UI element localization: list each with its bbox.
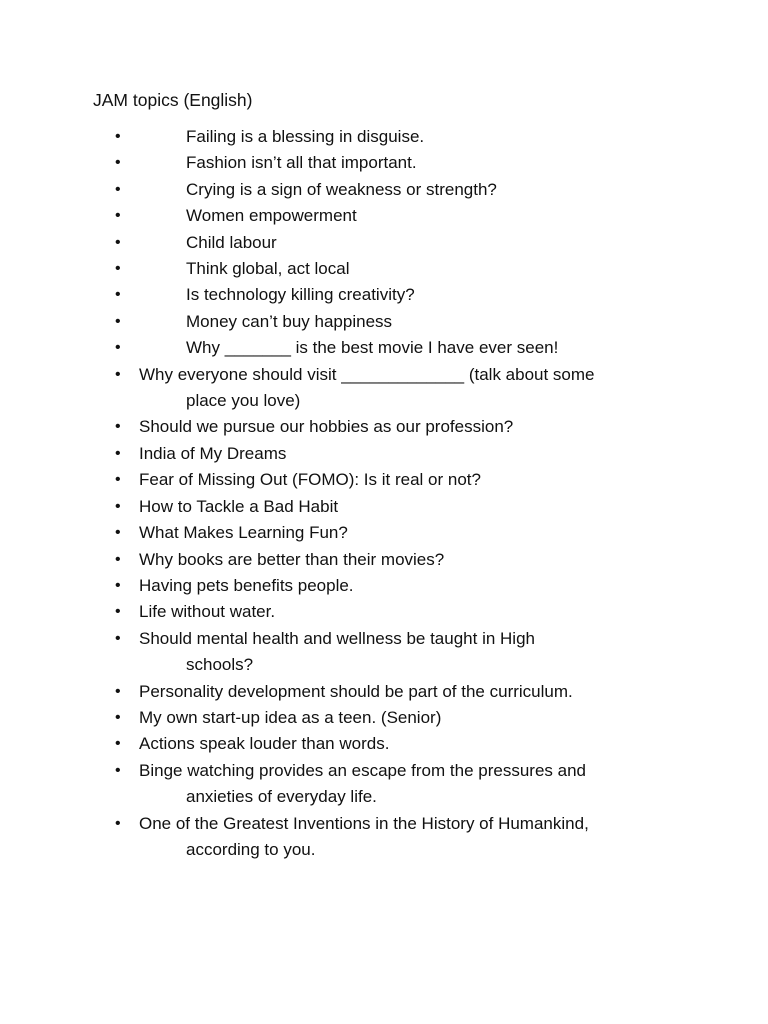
bullet-icon: • <box>115 524 121 542</box>
topic-text: Child labour <box>186 232 277 252</box>
list-item <box>0 573 768 599</box>
bullet-icon: • <box>115 603 121 621</box>
bullet-icon: • <box>115 550 121 568</box>
topic-text: Having pets benefits people. <box>139 575 354 595</box>
topic-list <box>0 124 768 863</box>
list-item <box>0 467 768 493</box>
bullet-icon: • <box>115 444 121 462</box>
topic-text-continuation: place you love) <box>186 391 301 411</box>
list-item <box>0 679 768 705</box>
bullet-icon: • <box>115 418 121 436</box>
bullet-icon: • <box>115 814 121 832</box>
list-item <box>0 705 768 731</box>
topic-text: Personality development should be part of the curriculum. <box>139 681 573 701</box>
list-item <box>0 599 768 625</box>
document-title: JAM topics (English) <box>93 90 253 110</box>
topic-text: Is technology killing creativity? <box>186 285 415 305</box>
list-item <box>0 362 768 415</box>
topic-text: Why books are better than their movies? <box>139 549 445 569</box>
bullet-icon: • <box>115 629 121 647</box>
list-item <box>0 626 768 679</box>
list-item <box>0 811 768 864</box>
list-item <box>0 414 768 440</box>
topic-text: Women empowerment <box>186 206 357 226</box>
topic-text: Think global, act local <box>186 259 350 279</box>
bullet-icon: • <box>115 471 121 489</box>
topic-text-continuation: anxieties of everyday life. <box>186 787 377 807</box>
topic-text: Why _______ is the best movie I have ever seen! <box>186 338 559 358</box>
list-item <box>0 150 768 176</box>
bullet-icon: • <box>115 312 121 330</box>
bullet-icon: • <box>115 761 121 779</box>
topic-text-continuation: according to you. <box>186 839 316 859</box>
topic-text: What Makes Learning Fun? <box>139 523 348 543</box>
topic-text-continuation: schools? <box>186 655 254 675</box>
list-item <box>0 309 768 335</box>
list-item <box>0 758 768 811</box>
list-item <box>0 256 768 282</box>
topic-text: Crying is a sign of weakness or strength? <box>186 179 497 199</box>
bullet-icon: • <box>115 260 121 278</box>
topic-text: Should we pursue our hobbies as our profession? <box>139 417 514 437</box>
topic-text: Life without water. <box>139 602 276 622</box>
list-item <box>0 177 768 203</box>
topic-text: My own start-up idea as a teen. (Senior) <box>139 707 442 727</box>
topic-text: Failing is a blessing in disguise. <box>186 127 425 146</box>
bullet-icon: • <box>115 128 121 145</box>
list-item <box>0 230 768 256</box>
list-item <box>0 124 768 150</box>
bullet-icon: • <box>115 497 121 515</box>
topic-text: Money can’t buy happiness <box>186 311 393 331</box>
topic-text: Binge watching provides an escape from the pressures and <box>139 760 586 780</box>
list-item <box>0 282 768 308</box>
bullet-icon: • <box>115 735 121 753</box>
list-item <box>0 203 768 229</box>
topic-text: One of the Greatest Inventions in the History of Humankind, <box>139 813 589 833</box>
bullet-icon: • <box>115 339 121 357</box>
topic-text: Why everyone should visit _____________ (talk about some <box>139 364 595 384</box>
bullet-icon: • <box>115 154 121 172</box>
bullet-icon: • <box>115 207 121 225</box>
topic-text: Should mental health and wellness be taught in High <box>139 628 535 648</box>
list-item <box>0 494 768 520</box>
list-item <box>0 547 768 573</box>
list-item <box>0 520 768 546</box>
bullet-icon: • <box>115 708 121 726</box>
list-item <box>0 441 768 467</box>
bullet-icon: • <box>115 576 121 594</box>
topic-text: Fear of Missing Out (FOMO): Is it real or not? <box>139 470 481 490</box>
list-item <box>0 335 768 361</box>
bullet-icon: • <box>115 365 121 383</box>
topic-text: Actions speak louder than words. <box>139 734 390 754</box>
bullet-icon: • <box>115 286 121 304</box>
topic-text: India of My Dreams <box>139 443 287 463</box>
bullet-icon: • <box>115 682 121 700</box>
bullet-icon: • <box>115 180 121 198</box>
topic-text: Fashion isn’t all that important. <box>186 153 417 173</box>
bullet-icon: • <box>115 233 121 251</box>
list-item <box>0 731 768 757</box>
topic-text: How to Tackle a Bad Habit <box>139 496 339 516</box>
